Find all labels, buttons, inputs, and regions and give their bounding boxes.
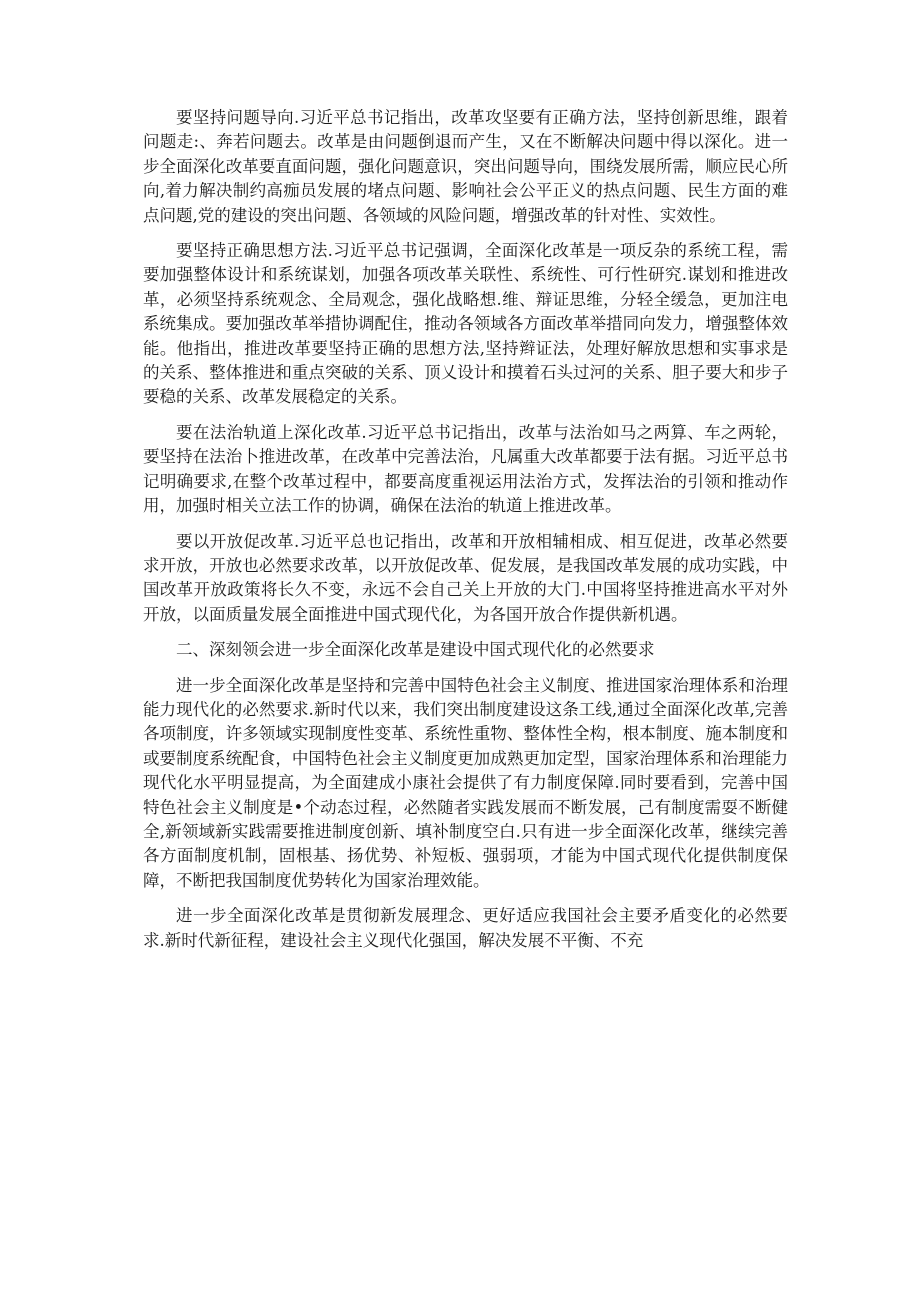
paragraph-problem-orientation: 要坚持问题导向.习近平总书记指出，改革攻坚要有正确方法，坚持创新思维，跟着问题走:、奔若问题去。改革是由问题倒退而产生，又在不断解决问题中得以深化。进一步全面深化改革要直面问题，强化问题意识，突出问题导向，围绕发展所需，顺应民心所向,着力解决制约高痂员发展的堵点问题、影响社会公平正义的热点问题、民生方面的难点问题,党的建设的突出问题、各领域的风险问题，增强改革的针对性、实效性。: [143, 108, 788, 225]
paragraph-socialist-system: 进一步全面深化改革是坚持和完善中国特色社会主义制度、推进国家治理体系和治理能力现代化的必然要求.新时代以来，我们突出制度建设这条工线,通过全面深化改革,完善各项制度，许多领域实现制度性变革、系统性重物、整体性全构，根本制度、施本制度和或要制度系统配食，中国特色社会主义制度更加成熟更加定型，国家治理体系和治理能力现代化水平明显提高，为全面建成小康社会提供了有力制度保障.同时要看到，完善中国特色社会主义制度是•个动态过程，必然随者实践发展而不断发展，己有制度需耍不断健全,新领域新实践需要推进制度创新、填补制度空白.只有进一步全面深化改革，继续完善各方面制度机制，固根基、扬优势、补短板、强弱项，才能为中国式现代化提供制度保障，不断把我国制度优势转化为国家治理效能。: [143, 675, 788, 890]
document-body: [143, 106, 788, 964]
paragraph-new-development-concept: 进一步全面深化改革是贯彻新发展理念、更好适应我国社会主要矛盾变化的必然要求.新时代新征程，建设社会主义现代化强国，解决发展不平衡、不充: [143, 906, 788, 950]
paragraph-correct-thinking-method: 要坚持正确思想方法.习近平总书记强调，全面深化改革是一项反杂的系统工程，需要加强整体设计和系统谋划，加强各项改革关联性、系统性、可行性研究.谋划和推进改革，必须坚持系统观念、全局观念，强化战略想.维、辩证思维，分轻全缓急，更加注电系统集成。要加强改革举措协调配住，推动各领域各方面改革举措同向发力，增强整体效能。他指出，推进改革要坚持正确的思想方法,坚持辫证法，处理好解放思想和实事求是的关系、整体推进和重点突破的关系、顶乂设计和摸着石头过河的关系、胆子要大和步子要稳的关系、改革发展稳定的关系。: [143, 241, 788, 407]
paragraph-rule-of-law: 要在法治轨道上深化改革.习近平总书记指出，改革与法治如马之两算、车之两轮，要坚持在法治卜推进改革，在改革中完善法治，凡属重大改革都要于法有据。习近平总书记明确要求,在整个改革过程中，都要高度重视运用法治方式，发挥法治的引领和推动作用，加强时相关立法工作的协调，确保在法治的轨道上推进改革。: [143, 422, 788, 516]
section-heading-two: 二、深刻领会进一步全面深化改革是建设中国式现代化的必然要求: [176, 640, 655, 660]
paragraph-opening-up: 要以开放促改革.习近平总也记指出，改革和开放相辅相成、相互促进，改革必然要求开放，开放也必然要求改革，以开放促改革、促发展，是我国改革发展的成功实践，中国改革开放政策将长久不变，永远不会自己关上开放的大门.中国将坚持推进高水平对外开放，以面质量发展全面推进中国式现代化，为各国开放合作提供新机遇。: [143, 531, 788, 624]
